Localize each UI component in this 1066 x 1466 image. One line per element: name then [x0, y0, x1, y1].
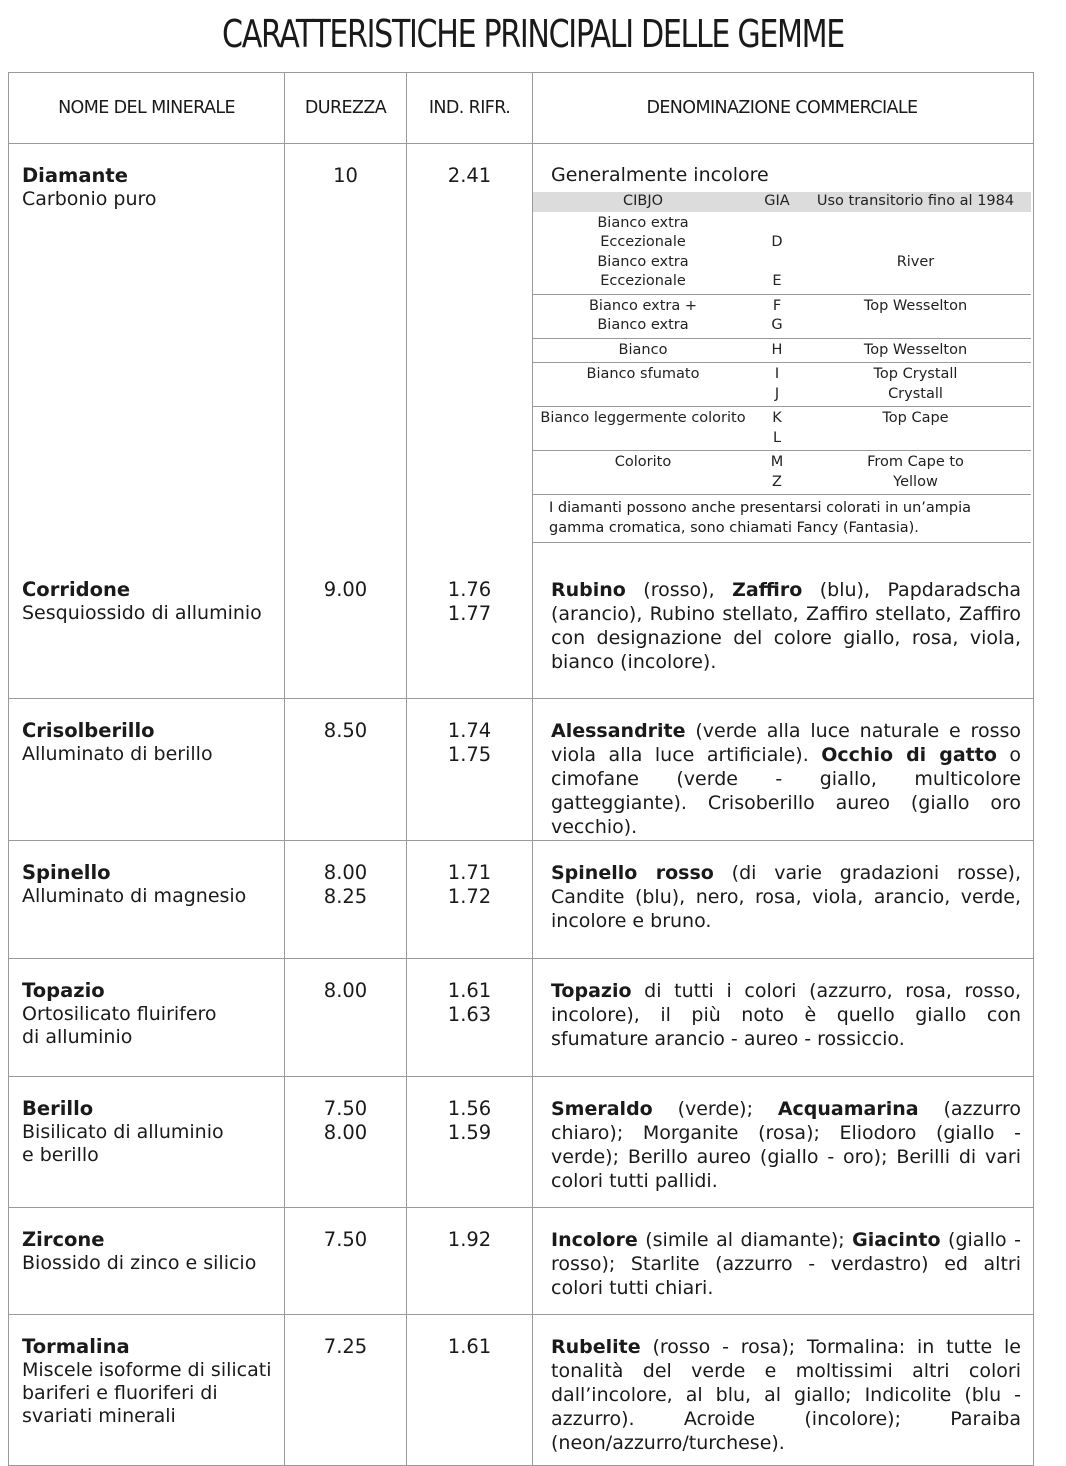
grading-gia-line [753, 214, 801, 234]
grading-row [533, 339, 1031, 364]
grading-header-row [533, 192, 1031, 212]
grading-row [533, 407, 1031, 451]
hardness-cell [285, 959, 407, 1076]
refraction-value: 1.71 [447, 861, 492, 884]
commercial-description [551, 1335, 1021, 1455]
description-text: (simile al diamante); [637, 1229, 853, 1251]
gem-variety-name: Rubino [551, 579, 626, 601]
mineral-name: Berillo [22, 1097, 94, 1120]
mineral-cell [9, 841, 285, 958]
diamond-fancy-note: I diamanti possono anche presentarsi colorati in un’ampia gamma cromatica, sono chiamati Fancy (Fantasia). [533, 495, 1031, 543]
refraction-value: 1.59 [447, 1120, 492, 1144]
grading-cibjo-line: Eccezionale [600, 234, 686, 250]
gem-variety-name: Occhio di gatto [821, 744, 997, 766]
mineral-cell [9, 699, 285, 840]
mineral-composition: Alluminato di magnesio [22, 885, 247, 907]
mineral-cell [9, 1315, 285, 1465]
refraction-value: 1.72 [447, 884, 492, 908]
refraction-cell [407, 558, 533, 698]
hardness-value: 7.50 [323, 1097, 368, 1120]
grading-cibjo [533, 453, 753, 492]
gem-variety-name: Smeraldo [551, 1098, 653, 1120]
commercial-description [551, 861, 1021, 933]
grading-row [533, 212, 1031, 295]
grading-gia-line: F [772, 297, 782, 314]
mineral-name: Corridone [22, 578, 131, 601]
description-text: (rosso), [625, 579, 733, 601]
table-row-spinello [9, 841, 1033, 959]
gem-variety-name: Spinello rosso [551, 862, 714, 884]
grading-cibjo-line [533, 473, 753, 493]
grading-old [801, 453, 1030, 492]
grading-cibjo [533, 409, 753, 448]
hardness-value: 7.50 [323, 1228, 368, 1251]
table-row-diamante [9, 144, 1033, 558]
grading-row [533, 451, 1031, 495]
hardness-value: 7.25 [323, 1335, 368, 1358]
grading-gia [753, 341, 801, 361]
grading-gia [753, 409, 801, 448]
grading-old [801, 297, 1030, 336]
description-text: (blu), Papdaradscha (arancio), Rubino stellato, Zaffiro stellato, Zaffiro con designazione del colore giallo, rosa, viola, bianco (incolore). [551, 579, 1021, 673]
mineral-composition: Carbonio puro [22, 188, 157, 210]
grading-cibjo-line: Bianco extra [597, 214, 689, 231]
commercial-description [551, 979, 1021, 1051]
hardness-value: 8.00 [323, 1120, 368, 1144]
grading-old-line: From Cape to [867, 454, 964, 470]
gem-table [8, 72, 1034, 1466]
refraction-cell: 2.41 [407, 144, 533, 558]
grading-old-line [801, 429, 1030, 449]
hardness-value: 9.00 [323, 578, 368, 601]
header-commercial-name: DENOMINAZIONE COMMERCIALE [646, 98, 918, 118]
grading-gia-line: Z [772, 473, 782, 490]
refraction-cell [407, 1077, 533, 1207]
grading-old [801, 409, 1030, 448]
grading-old-line: Yellow [893, 473, 938, 490]
commercial-cell [533, 959, 1031, 1076]
grading-gia-line: D [771, 234, 783, 250]
commercial-cell [533, 1315, 1031, 1465]
header-mineral-name: NOME DEL MINERALE [9, 73, 285, 143]
table-row-berillo [9, 1077, 1033, 1208]
mineral-composition: Miscele isoforme di silicati [22, 1359, 272, 1381]
hardness-value: 8.00 [323, 861, 368, 884]
grading-gia-line: K [772, 410, 782, 426]
grading-gia-line: E [772, 273, 782, 289]
description-text: (rosso - rosa); Tormalina: in tutte le tonalità del verde e moltissimi altri colori dall’incolore, al blu, al giallo; Indicolite (blu - azzurro). Acroide (incolore); Paraiba (neon/azzurro/turchese). [551, 1336, 1021, 1454]
gem-variety-name: Giacinto [852, 1229, 941, 1251]
mineral-name: Diamante [22, 164, 128, 187]
refraction-cell [407, 1315, 533, 1465]
hardness-cell [285, 1208, 407, 1314]
mineral-composition: Ortosilicato fluirifero [22, 1003, 217, 1025]
hardness-value: 8.50 [323, 719, 368, 742]
hardness-cell: 10 [285, 144, 407, 558]
refraction-cell [407, 841, 533, 958]
grading-gia-line: J [774, 385, 780, 402]
description-text: di tutti i colori (azzurro, rosa, rosso, incolore), il più noto è quello giallo con sfumature arancio - aureo - rossiccio. [551, 980, 1021, 1050]
header-hardness: DUREZZA [285, 73, 407, 143]
grading-gia [753, 297, 801, 336]
description-text: (giallo - rosso); Starlite (azzurro - verdastro) ed altri colori tutti chiari. [551, 1229, 1021, 1299]
gem-variety-name: Alessandrite [551, 720, 686, 742]
commercial-cell [533, 144, 1031, 558]
refraction-value: 1.74 [447, 719, 492, 742]
mineral-cell [9, 959, 285, 1076]
refraction-cell [407, 959, 533, 1076]
description-text: (verde alla luce naturale e rosso viola alla luce artificiale). [551, 720, 1021, 766]
mineral-cell [9, 558, 285, 698]
grading-old-line: Crystall [888, 385, 943, 402]
grading-header-cibjo: CIBJO [622, 193, 664, 209]
gem-variety-name: Acquamarina [777, 1098, 919, 1120]
grading-gia-line: I [774, 366, 780, 382]
refraction-value: 1.61 [447, 1335, 492, 1358]
refraction-value: 1.61 [447, 979, 492, 1002]
mineral-composition: svariati minerali [22, 1405, 176, 1427]
description-text: (verde); [652, 1098, 778, 1120]
mineral-composition: Biossido di zinco e silicio [22, 1252, 257, 1274]
grading-cibjo [533, 214, 753, 292]
mineral-composition: e berillo [22, 1144, 99, 1166]
grading-old-line [801, 233, 1030, 253]
table-row-zircone [9, 1208, 1033, 1315]
grading-old-line: Top Cape [882, 410, 949, 426]
mineral-name: Zircone [22, 1228, 105, 1251]
table-row-corridone [9, 558, 1033, 699]
commercial-cell [533, 1077, 1031, 1207]
hardness-cell [285, 558, 407, 698]
commercial-cell [533, 699, 1031, 840]
grading-gia-line: L [772, 429, 782, 446]
grading-row [533, 363, 1031, 407]
grading-old [801, 341, 1030, 361]
diamond-grading-table [533, 192, 1031, 495]
grading-cibjo-line: Bianco sfumato [586, 366, 700, 382]
description-text: o cimofane (verde - giallo, multicolore gatteggiante). Crisoberillo aureo (giallo oro vecchio). [551, 744, 1021, 838]
grading-gia-line [753, 253, 801, 273]
refraction-value: 1.56 [447, 1097, 492, 1120]
commercial-description [551, 719, 1021, 839]
grading-cibjo-line: Bianco extra + [588, 297, 698, 314]
description-text: (di varie gradazioni rosse), Candite (blu), nero, rosa, viola, arancio, verde, incolore e bruno. [551, 862, 1022, 932]
refraction-value: 1.77 [447, 601, 492, 625]
diamond-intro: Generalmente incolore [551, 164, 769, 186]
refraction-value: 1.75 [447, 742, 492, 766]
grading-cibjo [533, 341, 753, 361]
mineral-composition: di alluminio [22, 1026, 133, 1048]
grading-cibjo-line: Bianco [618, 341, 668, 358]
refraction-value: 1.76 [447, 578, 492, 601]
gem-variety-name: Zaffiro [732, 579, 803, 601]
commercial-cell [533, 841, 1031, 958]
grading-old-line: Top Wesselton [863, 341, 968, 358]
mineral-composition: Alluminato di berillo [22, 743, 213, 765]
hardness-cell [285, 1077, 407, 1207]
grading-cibjo-line [533, 385, 753, 405]
grading-cibjo-line [533, 429, 753, 449]
hardness-cell [285, 699, 407, 840]
mineral-composition: Bisilicato di alluminio [22, 1121, 224, 1143]
grading-old-line [801, 316, 1030, 336]
mineral-cell [9, 1077, 285, 1207]
commercial-cell [533, 558, 1031, 698]
grading-gia [753, 453, 801, 492]
refraction-value: 1.92 [447, 1228, 492, 1251]
mineral-composition: bariferi e fluoriferi di [22, 1382, 218, 1404]
gem-variety-name: Incolore [551, 1229, 638, 1251]
mineral-rows [9, 558, 1033, 1465]
grading-old-line: Top Wesselton [863, 297, 968, 314]
grading-cibjo-line: Eccezionale [600, 273, 686, 289]
grading-old-line [801, 272, 1030, 292]
commercial-cell [533, 1208, 1031, 1314]
grading-header-old: Uso transitorio fino al 1984 [816, 193, 1015, 209]
header-refraction: IND. RIFR. [407, 73, 533, 143]
mineral-name: Topazio [22, 979, 105, 1002]
mineral-cell [9, 144, 285, 558]
grading-row [533, 295, 1031, 339]
grading-old-line: River [896, 253, 935, 270]
grading-header-gia: GIA [764, 193, 790, 209]
grading-cibjo-line: Bianco extra [597, 253, 689, 270]
refraction-cell [407, 1208, 533, 1314]
grading-cibjo-line: Bianco leggermente colorito [540, 410, 746, 426]
grading-old [801, 365, 1030, 404]
mineral-composition: Sesquiossido di alluminio [22, 602, 262, 624]
grading-old-line [801, 214, 1030, 234]
refraction-value: 1.63 [447, 1002, 492, 1026]
grading-gia-line: H [771, 341, 783, 358]
grading-old-line: Top Crystall [873, 366, 958, 382]
hardness-value: 8.00 [323, 979, 368, 1002]
grading-gia [753, 365, 801, 404]
grading-cibjo [533, 365, 753, 404]
grading-cibjo [533, 297, 753, 336]
commercial-description [551, 578, 1021, 674]
table-row-crisolberillo [9, 699, 1033, 841]
page-title: CARATTERISTICHE PRINCIPALI DELLE GEMME [222, 12, 844, 56]
description-text: (azzurro chiaro); Morganite (rosa); Eliodoro (giallo - verde); Berillo aureo (giallo - oro); Berilli di vari colori tutti pallidi. [551, 1098, 1021, 1192]
hardness-cell [285, 1315, 407, 1465]
table-row-topazio [9, 959, 1033, 1077]
grading-gia-line: G [771, 317, 783, 333]
mineral-name: Tormalina [22, 1335, 130, 1358]
refraction-cell [407, 699, 533, 840]
hardness-cell [285, 841, 407, 958]
gem-variety-name: Rubelite [551, 1336, 641, 1358]
gem-variety-name: Topazio [551, 980, 632, 1002]
grading-cibjo-line: Colorito [614, 454, 672, 470]
mineral-cell [9, 1208, 285, 1314]
commercial-description [551, 1097, 1021, 1193]
table-header-row [9, 73, 1033, 144]
mineral-name: Crisolberillo [22, 719, 155, 742]
table-row-tormalina [9, 1315, 1033, 1465]
hardness-value: 8.25 [323, 884, 368, 908]
commercial-description [551, 1228, 1021, 1300]
mineral-name: Spinello [22, 861, 111, 884]
grading-old [801, 214, 1030, 292]
grading-cibjo-line: Bianco extra [597, 317, 689, 333]
grading-gia-line: M [770, 454, 784, 470]
grading-gia [753, 214, 801, 292]
